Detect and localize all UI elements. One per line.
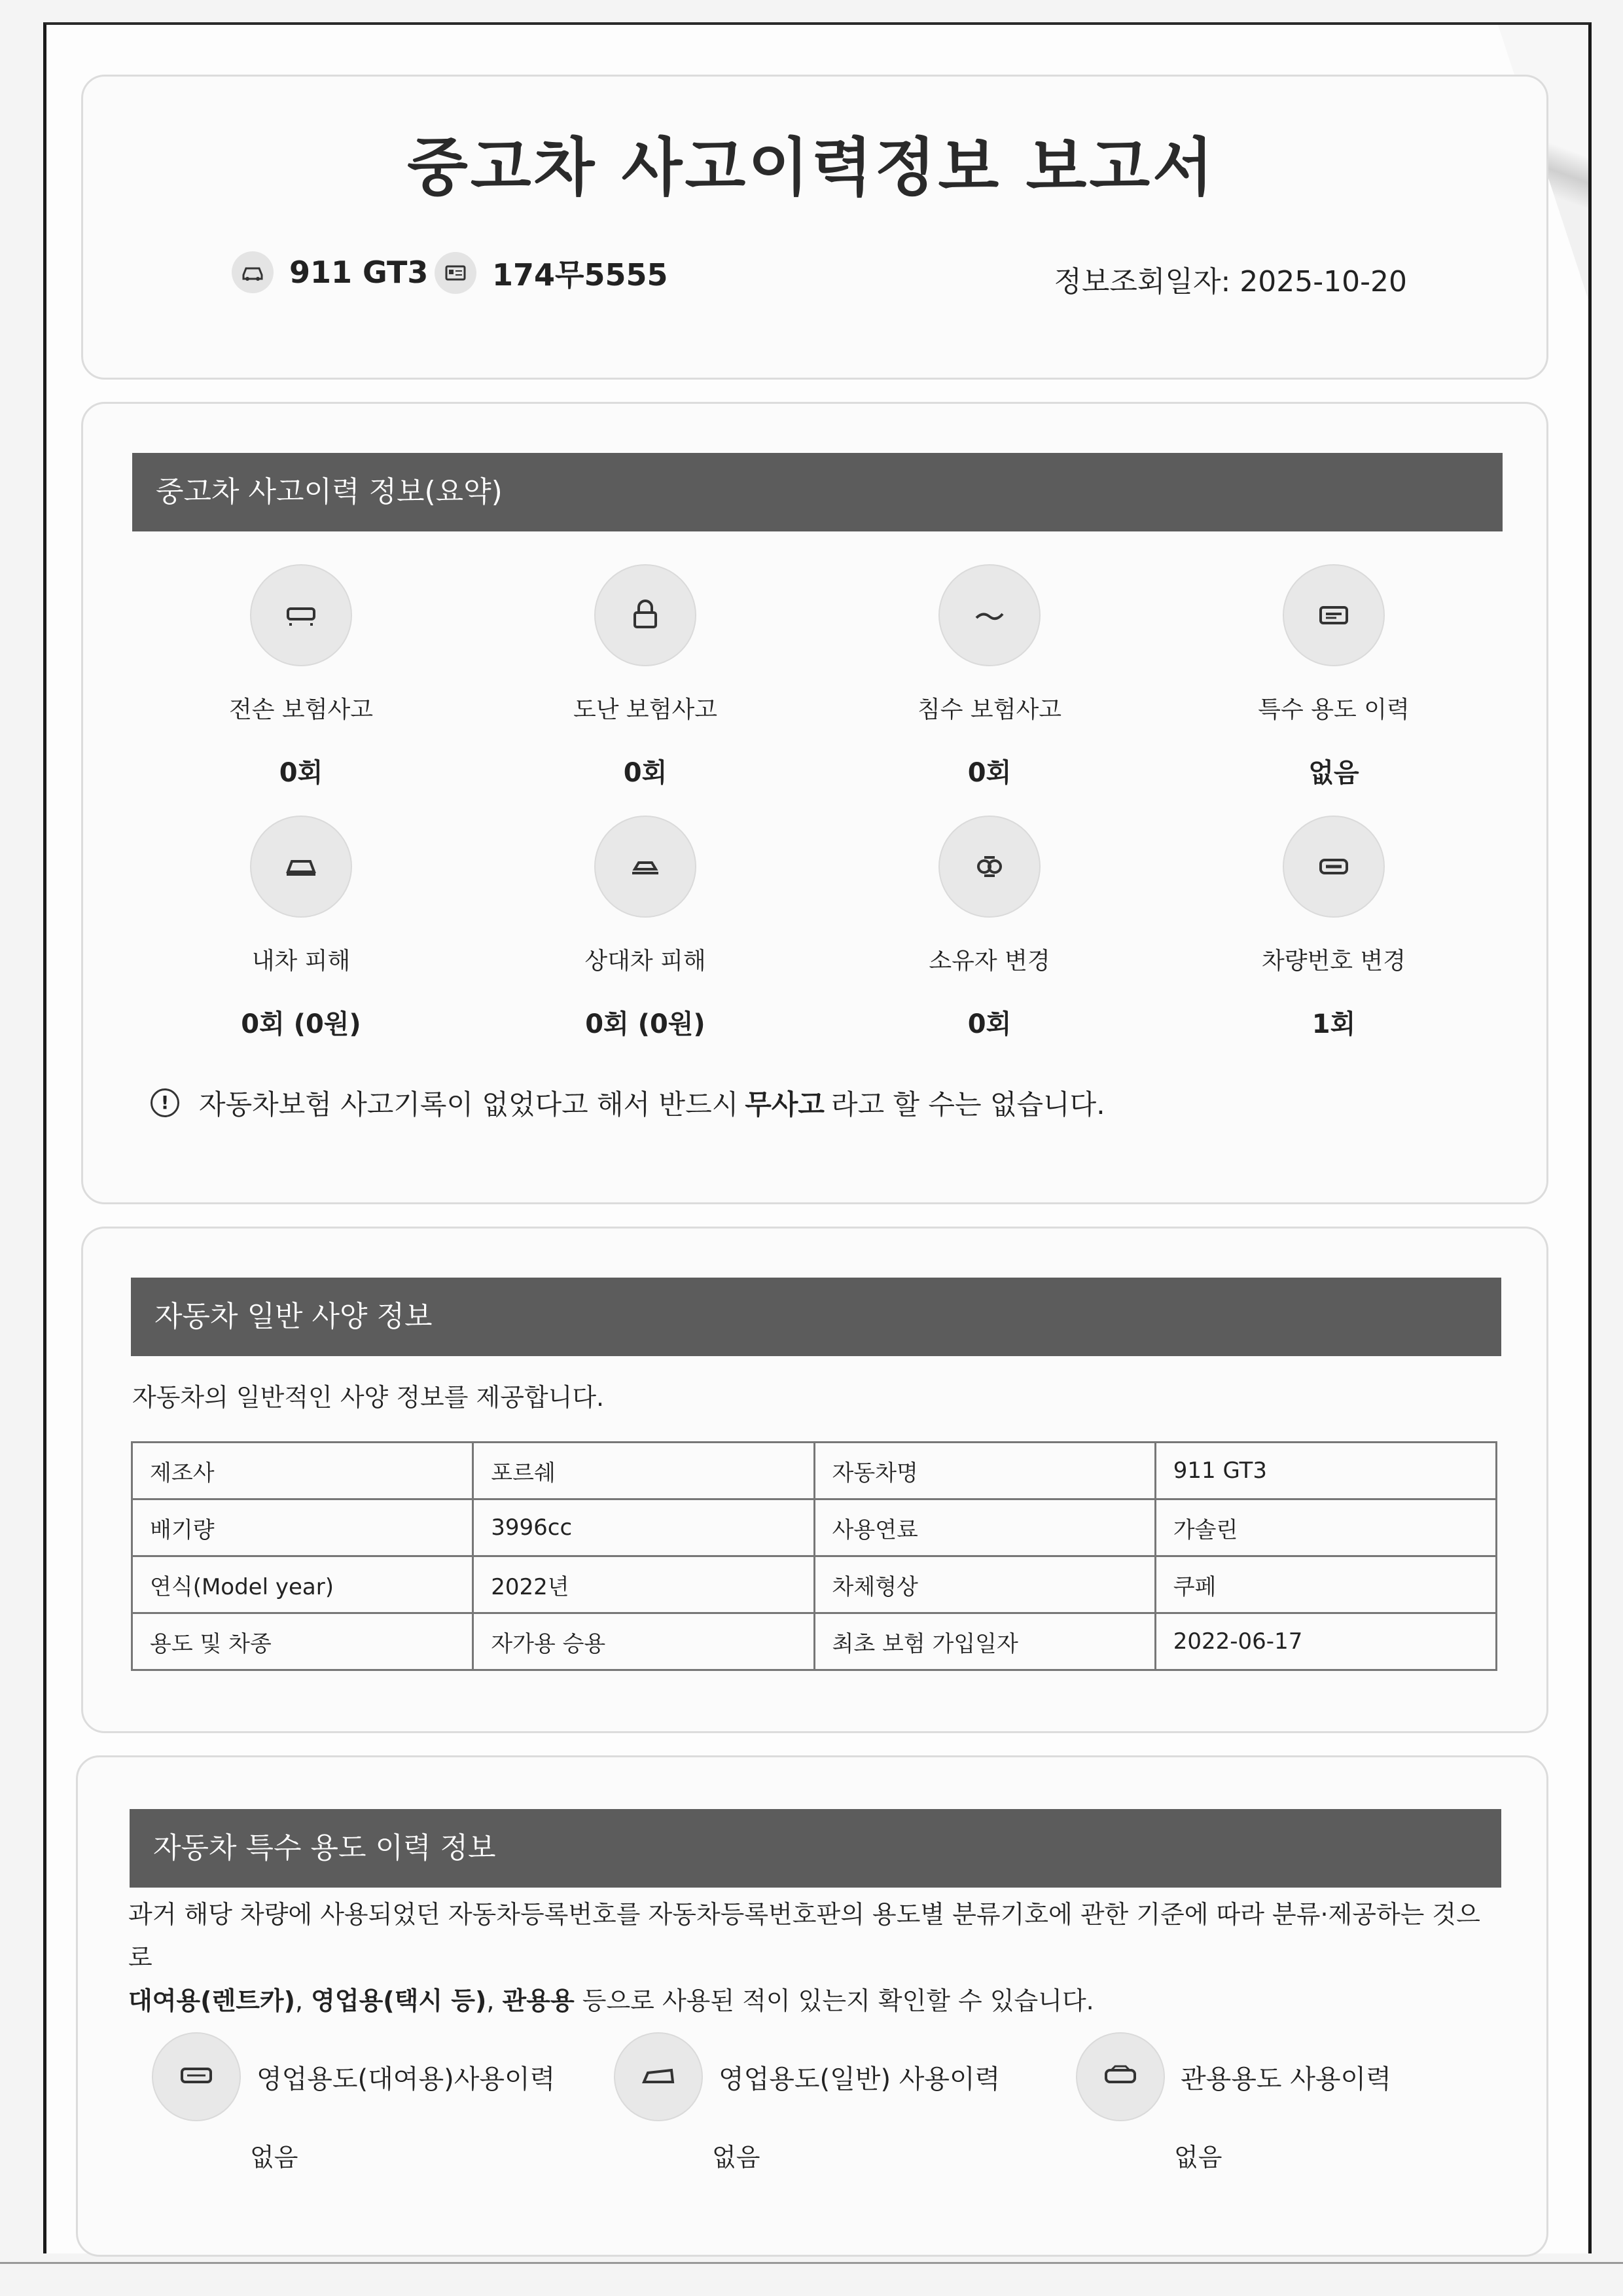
special-label: 관용용도 사용이력 (1181, 2064, 1391, 2094)
spec-key: 차체형상 (814, 1556, 1155, 1613)
special-desc-line2 (128, 1979, 1503, 2022)
summary-item-total-loss (190, 564, 412, 789)
summary-value: 1회 (1311, 1009, 1356, 1039)
spec-value: 자가용 승용 (473, 1613, 814, 1670)
government-car-icon (1076, 2032, 1165, 2121)
spec-key: 제조사 (132, 1443, 473, 1499)
special-value: 없음 (250, 2143, 298, 2172)
summary-heading: 중고차 사고이력 정보(요약) (132, 453, 1503, 531)
special-desc-line1: 과거 해당 차량에 사용되었던 자동차등록번호를 자동차등록번호판의 용도별 분류기호에 관한 기준에 따라 분류·제공하는 것으로 (128, 1900, 1480, 1972)
summary-item-theft (534, 564, 757, 789)
summary-value: 0회 (0원) (241, 1009, 361, 1039)
separator-text: , (294, 1986, 312, 2015)
spec-value: 가솔린 (1155, 1499, 1496, 1556)
summary-item-special-use (1222, 564, 1445, 789)
summary-item-other-damage (534, 816, 757, 1041)
car-damage-icon (250, 816, 352, 918)
spec-description: 자동차의 일반적인 사양 정보를 제공합니다. (132, 1383, 605, 1412)
special-use-description (128, 1893, 1503, 2022)
summary-label: 특수 용도 이력 (1258, 696, 1410, 723)
spec-heading: 자동차 일반 사양 정보 (131, 1278, 1501, 1356)
other-car-icon (594, 816, 696, 918)
special-value: 없음 (712, 2143, 760, 2172)
query-date (1054, 258, 1407, 300)
rental-car-icon (152, 2032, 241, 2121)
separator-text: , (486, 1986, 503, 2015)
vehicle-model (232, 251, 428, 293)
summary-value: 0회 (967, 758, 1012, 788)
notice-text-after: 라고 할 수는 없습니다. (831, 1088, 1105, 1121)
special-value: 없음 (1174, 2143, 1222, 2172)
table-row (132, 1613, 1497, 1670)
query-date-label: 정보조회일자: (1054, 265, 1231, 298)
spec-value: 포르쉐 (473, 1443, 814, 1499)
spec-value: 2022년 (473, 1556, 814, 1613)
summary-value: 0회 (967, 1009, 1012, 1039)
summary-label: 도난 보험사고 (573, 696, 718, 723)
vehicle-model-name: 911 GT3 (289, 255, 429, 290)
vehicle-plate (435, 251, 668, 295)
car-front-icon (250, 564, 352, 666)
spec-value: 2022-06-17 (1155, 1613, 1496, 1670)
summary-label: 상대차 피해 (584, 948, 706, 975)
summary-value: 없음 (1308, 758, 1359, 788)
spec-key: 용도 및 차종 (132, 1613, 473, 1670)
notice-text-bold: 무사고 (745, 1088, 825, 1121)
table-row (132, 1499, 1497, 1556)
card-icon (1283, 564, 1385, 666)
wave-icon (938, 564, 1041, 666)
plate-change-icon (1283, 816, 1385, 918)
id-card-icon (435, 252, 476, 294)
alert-icon: ! (151, 1088, 179, 1117)
summary-value: 0회 (279, 758, 323, 788)
spec-value: 쿠페 (1155, 1556, 1496, 1613)
accident-notice (151, 1083, 1105, 1122)
rental-use-term: 대여용(렌트카) (128, 1986, 295, 2015)
table-row (132, 1556, 1497, 1613)
commercial-car-icon (614, 2032, 703, 2121)
special-use-heading: 자동차 특수 용도 이력 정보 (130, 1809, 1501, 1888)
summary-label: 내차 피해 (251, 948, 351, 975)
spec-key: 최초 보험 가입일자 (814, 1613, 1155, 1670)
desc-tail-text: 등으로 사용된 적이 있는지 확인할 수 있습니다. (574, 1986, 1094, 2015)
summary-label: 소유자 변경 (929, 948, 1050, 975)
spec-key: 자동차명 (814, 1443, 1155, 1499)
commercial-use-term: 영업용(택시 등) (311, 1986, 487, 2015)
government-use-term: 관용용 (502, 1986, 575, 2015)
summary-label: 침수 보험사고 (917, 696, 1062, 723)
report-title: 중고차 사고이력정보 보고서 (407, 131, 1216, 204)
page-bottom-edge (0, 2262, 1623, 2264)
summary-item-flood (878, 564, 1101, 789)
summary-item-owner-change (878, 816, 1101, 1041)
summary-item-plate-change (1222, 816, 1445, 1041)
car-icon (232, 251, 274, 293)
lock-icon (594, 564, 696, 666)
summary-label: 전손 보험사고 (228, 696, 374, 723)
query-date-value: 2025-10-20 (1240, 265, 1407, 298)
special-label: 영업용도(일반) 사용이력 (719, 2064, 1001, 2094)
special-label: 영업용도(대여용)사용이력 (257, 2064, 556, 2094)
spec-key: 배기량 (132, 1499, 473, 1556)
summary-value: 0회 (623, 758, 668, 788)
spec-value: 3996cc (473, 1499, 814, 1556)
summary-label: 차량번호 변경 (1261, 948, 1406, 975)
notice-text-before: 자동차보험 사고기록이 없었다고 해서 반드시 (199, 1088, 739, 1121)
table-row (132, 1443, 1497, 1499)
spec-value: 911 GT3 (1155, 1443, 1496, 1499)
spec-key: 사용연료 (814, 1499, 1155, 1556)
spec-table (131, 1441, 1497, 1671)
spec-key: 연식(Model year) (132, 1556, 473, 1613)
vehicle-plate-number: 174무5555 (492, 257, 668, 293)
summary-item-own-damage (190, 816, 412, 1041)
owner-change-icon (938, 816, 1041, 918)
summary-value: 0회 (0원) (585, 1009, 705, 1039)
